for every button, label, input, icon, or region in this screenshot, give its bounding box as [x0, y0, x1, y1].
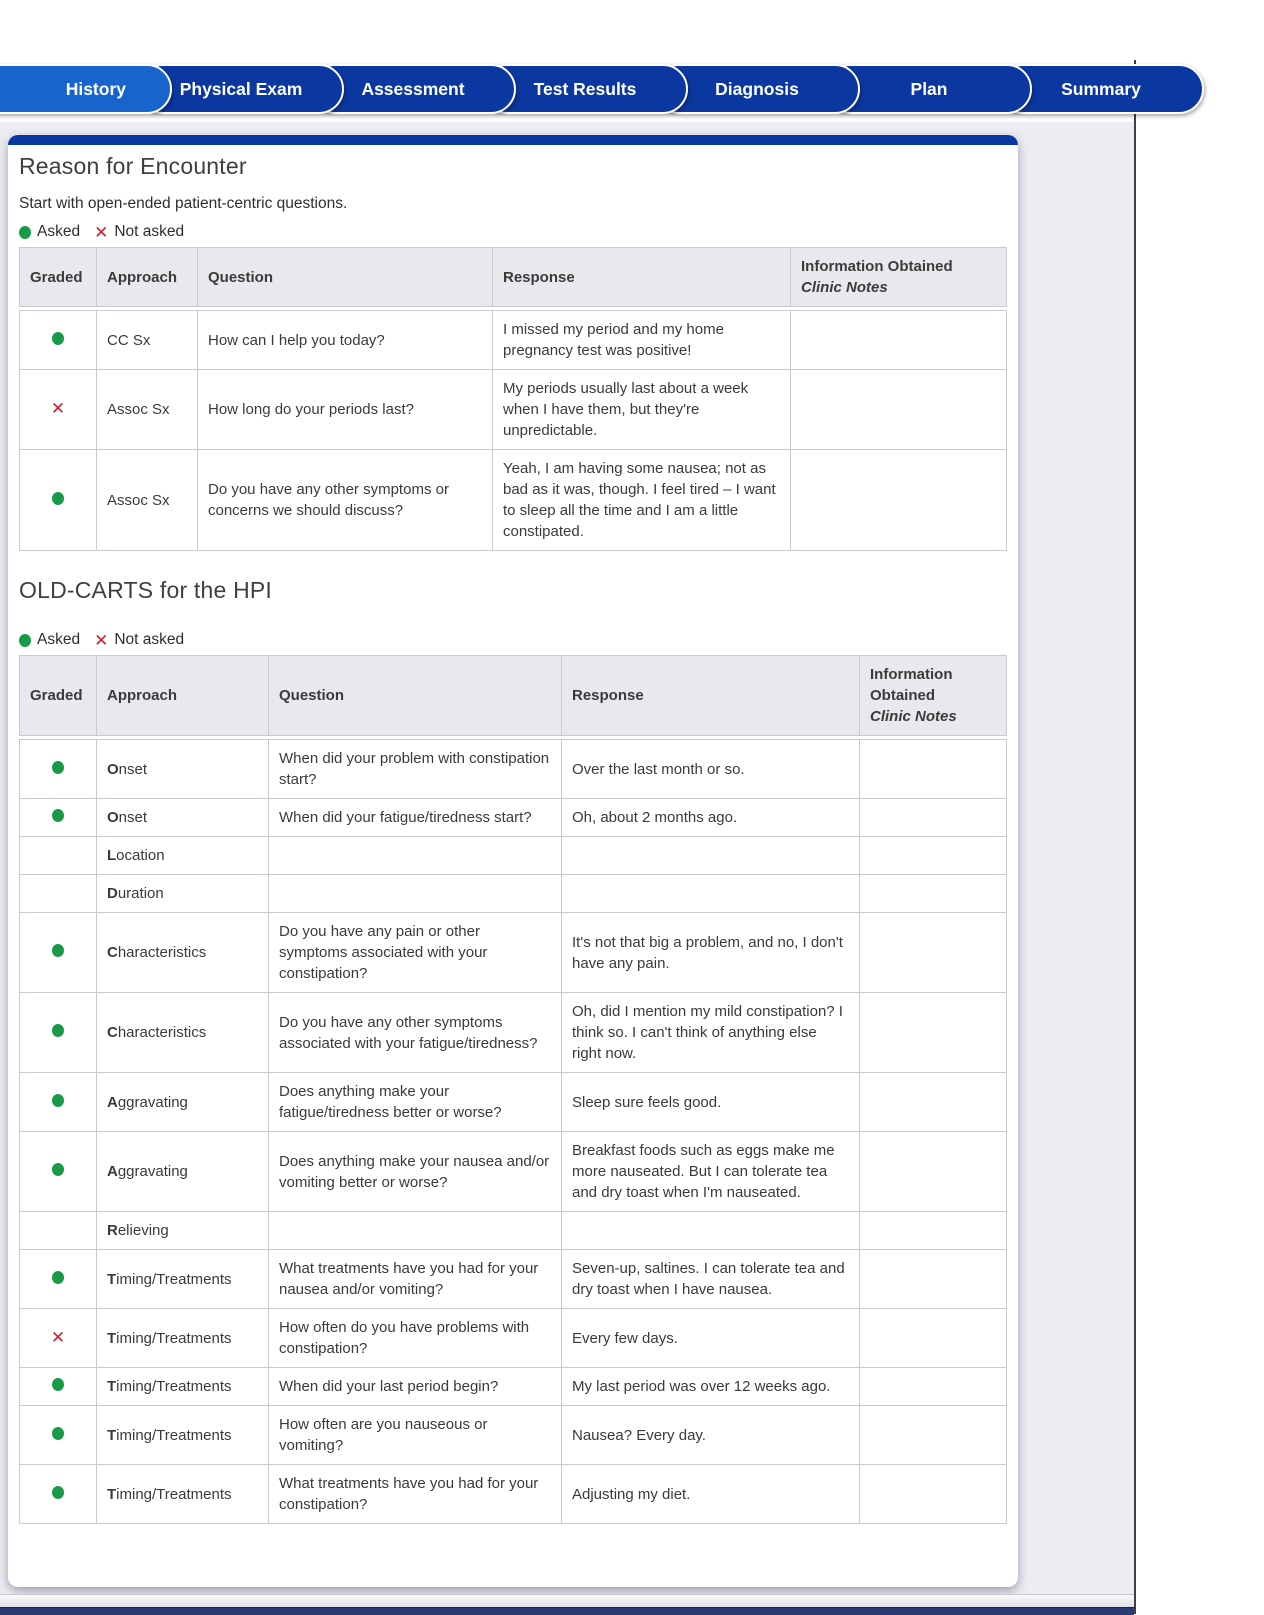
question-cell: Do you have any other symptoms or concerns we should discuss?	[198, 450, 493, 551]
graded-cell	[19, 1465, 97, 1524]
question-cell: Do you have any other symptoms associated with your fatigue/tiredness?	[269, 993, 562, 1073]
table-row	[19, 1132, 1007, 1212]
col-header-info	[860, 655, 1007, 736]
grade-icon	[52, 1094, 64, 1107]
response-cell: Oh, about 2 months ago.	[562, 799, 860, 837]
approach-cell: CC Sx	[97, 311, 198, 370]
notes-cell	[860, 1132, 1007, 1212]
grade-icon	[52, 1271, 64, 1284]
col-header-approach: Approach	[97, 247, 198, 307]
notes-cell	[860, 1368, 1007, 1406]
asked-label: Asked	[37, 631, 81, 648]
approach-cell: Assoc Sx	[97, 370, 198, 450]
grade-icon	[52, 809, 64, 822]
question-cell: When did your problem with constipation start?	[269, 740, 562, 799]
response-cell: Breakfast foods such as eggs make me more nauseated. But I can tolerate tea and dry toast when I'm nauseated.	[562, 1132, 860, 1212]
notes-cell	[791, 450, 1007, 551]
tab-label: Physical Exam	[179, 78, 303, 99]
table-row	[19, 1212, 1007, 1250]
notes-cell	[860, 837, 1007, 875]
notes-cell	[860, 993, 1007, 1073]
question-cell: How often are you nauseous or vomiting?	[269, 1406, 562, 1465]
not-asked-label: Not asked	[114, 223, 185, 240]
col-header-response: Response	[493, 247, 791, 307]
notes-cell	[860, 1465, 1007, 1524]
question-cell: When did your last period begin?	[269, 1368, 562, 1406]
col-header-info	[791, 247, 1007, 307]
section-title-reason: Reason for Encounter	[19, 153, 247, 179]
question-cell	[269, 837, 562, 875]
notes-cell	[860, 913, 1007, 993]
response-cell: Yeah, I am having some nausea; not as bad as it was, though. I feel tired – I want to sleep all the time and I am a little constipated.	[493, 450, 791, 551]
graded-cell	[19, 1309, 97, 1368]
content-card	[8, 135, 1018, 1587]
approach-cell: Duration	[97, 875, 269, 913]
question-cell: Does anything make your fatigue/tiredness better or worse?	[269, 1073, 562, 1132]
table-row	[19, 740, 1007, 799]
tab-label: History	[65, 78, 126, 99]
tab-label: Plan	[910, 78, 948, 99]
card-top-bar	[8, 135, 1018, 145]
reason-table	[19, 247, 1007, 551]
response-cell: It's not that big a problem, and no, I don't have any pain.	[562, 913, 860, 993]
asked-icon	[19, 634, 31, 647]
question-cell: How often do you have problems with constipation?	[269, 1309, 562, 1368]
graded-cell	[19, 740, 97, 799]
approach-cell: Timing/Treatments	[97, 1368, 269, 1406]
grade-icon	[52, 1378, 64, 1391]
response-cell	[562, 875, 860, 913]
tab[interactable]	[0, 64, 172, 114]
notes-cell	[791, 370, 1007, 450]
table-row	[19, 993, 1007, 1073]
grade-icon	[51, 400, 65, 417]
grade-icon	[52, 761, 64, 774]
graded-cell	[19, 1250, 97, 1309]
response-cell: Nausea? Every day.	[562, 1406, 860, 1465]
notes-cell	[860, 1250, 1007, 1309]
graded-cell	[19, 1368, 97, 1406]
approach-cell: Aggravating	[97, 1132, 269, 1212]
tab-bar	[0, 64, 1204, 114]
notes-cell	[860, 875, 1007, 913]
question-cell: What treatments have you had for your constipation?	[269, 1465, 562, 1524]
not-asked-label: Not asked	[114, 631, 185, 648]
notes-cell	[860, 1073, 1007, 1132]
notes-cell	[791, 311, 1007, 370]
graded-cell	[19, 450, 97, 551]
response-cell: Adjusting my diet.	[562, 1465, 860, 1524]
table-row	[19, 311, 1007, 370]
notes-cell	[860, 740, 1007, 799]
graded-cell	[19, 1132, 97, 1212]
approach-cell: Timing/Treatments	[97, 1465, 269, 1524]
horizontal-scrollbar[interactable]	[0, 1594, 1134, 1608]
question-cell: How long do your periods last?	[198, 370, 493, 450]
legend	[19, 631, 1007, 649]
col-header-graded: Graded	[19, 655, 97, 736]
table-row	[19, 913, 1007, 993]
section-subtitle: Start with open-ended patient-centric questions.	[19, 195, 348, 212]
approach-cell: Timing/Treatments	[97, 1406, 269, 1465]
table-row	[19, 1406, 1007, 1465]
table-row	[19, 370, 1007, 450]
approach-cell: Timing/Treatments	[97, 1250, 269, 1309]
window-edge-line	[1134, 60, 1136, 1614]
approach-cell: Characteristics	[97, 993, 269, 1073]
response-cell: Oh, did I mention my mild constipation? I think so. I can't think of anything else right now.	[562, 993, 860, 1073]
table-row	[19, 1465, 1007, 1524]
graded-cell	[19, 1073, 97, 1132]
grade-icon	[52, 332, 64, 345]
notes-cell	[860, 799, 1007, 837]
approach-cell: Onset	[97, 740, 269, 799]
question-cell	[269, 875, 562, 913]
graded-cell	[19, 837, 97, 875]
grade-icon	[52, 1486, 64, 1499]
graded-cell	[19, 311, 97, 370]
col-header-graded: Graded	[19, 247, 97, 307]
legend	[19, 223, 1007, 241]
question-cell: How can I help you today?	[198, 311, 493, 370]
tab-label: Summary	[1061, 78, 1141, 99]
table-row	[19, 1073, 1007, 1132]
approach-cell: Relieving	[97, 1212, 269, 1250]
approach-cell: Characteristics	[97, 913, 269, 993]
oldcarts-table	[19, 655, 1007, 1524]
graded-cell	[19, 993, 97, 1073]
graded-cell	[19, 370, 97, 450]
clinic-notes-label: Clinic Notes	[870, 708, 957, 725]
graded-cell	[19, 1212, 97, 1250]
col-header-approach: Approach	[97, 655, 269, 736]
response-cell: My last period was over 12 weeks ago.	[562, 1368, 860, 1406]
response-cell: Seven-up, saltines. I can tolerate tea and dry toast when I have nausea.	[562, 1250, 860, 1309]
not-asked-icon	[94, 224, 108, 241]
question-cell: When did your fatigue/tiredness start?	[269, 799, 562, 837]
response-cell: Sleep sure feels good.	[562, 1073, 860, 1132]
response-cell: Every few days.	[562, 1309, 860, 1368]
question-cell: Do you have any pain or other symptoms associated with your constipation?	[269, 913, 562, 993]
approach-cell: Assoc Sx	[97, 450, 198, 551]
table-row	[19, 450, 1007, 551]
table-row	[19, 1309, 1007, 1368]
response-cell	[562, 837, 860, 875]
tab-label: Test Results	[533, 78, 637, 99]
notes-cell	[860, 1309, 1007, 1368]
grade-icon	[51, 1329, 65, 1346]
approach-cell: Location	[97, 837, 269, 875]
info-obtained-label: Information Obtained	[870, 666, 953, 704]
response-cell: I missed my period and my home pregnancy test was positive!	[493, 311, 791, 370]
approach-cell: Aggravating	[97, 1073, 269, 1132]
table-row	[19, 837, 1007, 875]
section-title-oldcarts: OLD-CARTS for the HPI	[19, 577, 273, 603]
notes-cell	[860, 1406, 1007, 1465]
reason-table-header	[19, 247, 1007, 307]
grade-icon	[52, 1024, 64, 1037]
grade-icon	[52, 944, 64, 957]
table-row	[19, 875, 1007, 913]
approach-cell: Onset	[97, 799, 269, 837]
graded-cell	[19, 913, 97, 993]
card-body	[8, 145, 1018, 1524]
tab-label: Assessment	[361, 78, 465, 99]
graded-cell	[19, 875, 97, 913]
question-cell: Does anything make your nausea and/or vomiting better or worse?	[269, 1132, 562, 1212]
notes-cell	[860, 1212, 1007, 1250]
grade-icon	[52, 1427, 64, 1440]
response-cell: My periods usually last about a week when I have them, but they're unpredictable.	[493, 370, 791, 450]
oldcarts-table-header	[19, 655, 1007, 736]
asked-label: Asked	[37, 223, 81, 240]
not-asked-icon	[94, 632, 108, 649]
info-obtained-label: Information Obtained	[801, 258, 953, 275]
graded-cell	[19, 1406, 97, 1465]
col-header-response: Response	[562, 655, 860, 736]
tab-label: Diagnosis	[715, 78, 799, 99]
question-cell	[269, 1212, 562, 1250]
table-row	[19, 1250, 1007, 1309]
grade-icon	[52, 1163, 64, 1176]
response-cell: Over the last month or so.	[562, 740, 860, 799]
table-row	[19, 799, 1007, 837]
grade-icon	[52, 492, 64, 505]
response-cell	[562, 1212, 860, 1250]
col-header-question: Question	[198, 247, 493, 307]
clinic-notes-label: Clinic Notes	[801, 279, 888, 296]
col-header-question: Question	[269, 655, 562, 736]
table-row	[19, 1368, 1007, 1406]
approach-cell: Timing/Treatments	[97, 1309, 269, 1368]
question-cell: What treatments have you had for your nausea and/or vomiting?	[269, 1250, 562, 1309]
asked-icon	[19, 226, 31, 239]
graded-cell	[19, 799, 97, 837]
